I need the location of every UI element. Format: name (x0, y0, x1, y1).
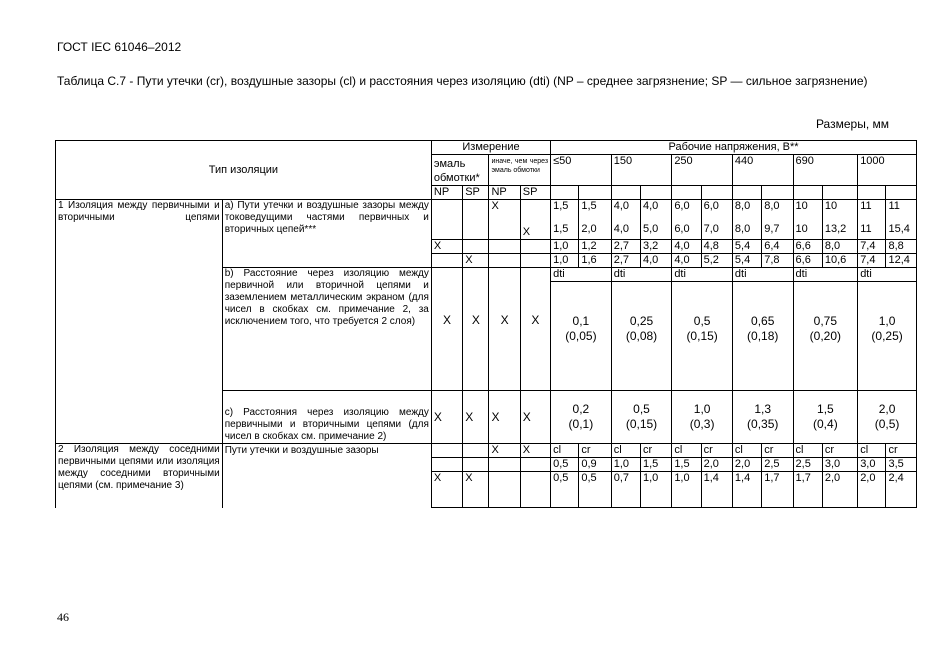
dti-label: dti (551, 268, 612, 282)
table-cell: 0,5 (0,15) (611, 391, 672, 444)
x-mark: X (489, 391, 520, 444)
table-cell: 7,8 (762, 254, 793, 268)
table-cell: 8,0 9,7 (762, 200, 793, 240)
insulation-table: Тип изоляции Измерение Рабочие напряжения, В** эмаль обмотки* иначе, чем через эмаль обмотки ≤50 150 250 440 690 1000 NP SP NP SP 1 Изоляция между первичными и вторичными цепями а) Пути утечки и воздушные зазоры между токоведущими частями первичных и вторичных цепей*** X X 1,5 1,5 1,5 2,0 4,0 4,0 4,0 5,0 6,0 6,0 6,0 7,0 8,0 8,0 8,0 9,7 10 10 10 13,2 11 11 11 15,4 X 1,0 1,2 2,7 3,2 4,0 4,8 5,4 6,4 6,6 8,0 7,4 8,8 X 1,0 1,6 2,7 4,0 4,0 5,2 5,4 7,8 6,6 10,6 7,4 12,4 b) Расстояние через изоляцию между первичной или вторичной цепями и заземлением металлическим экраном (для чисел в скобках см. примечание 2, за исключением того, что требуется 2 слоя) dti dti dti dti dti dti X X X X 0,1 (0,05) 0,25 (0,08) 0,5 (0,15) 0,65 (0,18) 0,75 (0,20) 1,0 (0,25) с) Расстояния через изоляцию между первичными и вторичными цепями (для чисел в скобках см. примечание 2) X X X X 0,2 (0,1) 0,5 (0,15) 1,0 (0,3) 1,3 (0,35) 1,5 (0,4) 2,0 (0,5) 2 Изоляция между соседними первичными цепями или изоляция между соседними вторичными цепями (см. примечание 3) Пути утечки и воздушные зазоры X X cl cr cl cr cl cr cl cr cl cr cl cr 0,5 0,9 1,0 1,5 1,5 2,0 2,0 2,5 2,5 3,0 3,0 3,5 X X 0,5 0,5 0,7 1,0 1,0 1,4 1,4 1,7 1,7 2,0 2,0 2,4 (55, 140, 917, 508)
table-cell: 10 10 (793, 200, 822, 240)
header-working-voltage: Рабочие напряжения, В** (551, 141, 917, 155)
x-mark: X (489, 444, 520, 458)
table-cell: 1,0 (0,3) (672, 391, 733, 444)
table-cell: 2,7 (611, 240, 640, 254)
table-cell: 2,0 (822, 472, 857, 508)
x-mark: X (431, 472, 462, 508)
table-cell: 1,7 (793, 472, 822, 508)
x-mark: X (489, 282, 520, 391)
table-cell: 6,0 7,0 (701, 200, 732, 240)
voltage-1000: 1000 (858, 155, 917, 186)
header-winding-enamel: эмаль обмотки* (431, 155, 489, 186)
table-cell: 0,5 (0,15) (672, 282, 733, 391)
table-cell: 11 11 (858, 200, 886, 240)
x-mark: X (463, 391, 489, 444)
x-mark: X (520, 391, 550, 444)
table-cell: 3,2 (641, 240, 672, 254)
voltage-le50: ≤50 (551, 155, 612, 186)
table-cell: 1,5 (0,4) (793, 391, 858, 444)
table-cell: 6,6 (793, 240, 822, 254)
table-cell: 1,0 (551, 240, 579, 254)
header-sp: SP (520, 186, 550, 200)
voltage-250: 250 (672, 155, 733, 186)
table-cell: 7,4 (858, 240, 886, 254)
table-cell: 1,7 (762, 472, 793, 508)
table-cell: 1,0 (672, 472, 701, 508)
table-cell: 0,1 (0,05) (551, 282, 612, 391)
document-header: ГОСТ IEC 61046–2012 (57, 40, 182, 54)
table-cell: 5,4 (732, 240, 761, 254)
table-cell: 5,2 (701, 254, 732, 268)
table-cell: 4,0 4,0 (611, 200, 640, 240)
table-cell: 3,5 (886, 458, 917, 472)
x-mark: X (431, 240, 462, 254)
table-cell: 4,0 (672, 254, 701, 268)
header-measurement: Измерение (431, 141, 550, 155)
header-insulation-type: Тип изоляции (56, 141, 432, 200)
table-cell: 3,0 (822, 458, 857, 472)
row2-insulation-type: 2 Изоляция между соседними первичными цепями или изоляция между соседними вторичными цепями (см. примечание 3) (56, 444, 223, 508)
table-cell: 0,5 (551, 458, 579, 472)
dti-label: dti (611, 268, 672, 282)
table-caption: Таблица С.7 - Пути утечки (cr), воздушные зазоры (cl) и расстояния через изоляцию (dti) (NP – среднее загрязнение; SP — сильное загрязнение) (57, 74, 868, 88)
units-note: Размеры, мм (815, 117, 889, 131)
table-cell: 0,65 (0,18) (732, 282, 793, 391)
table-cell: 2,0 (732, 458, 761, 472)
dti-label: dti (793, 268, 858, 282)
table-cell: 1,2 (579, 240, 611, 254)
table-cell: 1,5 1,5 (551, 200, 579, 240)
table-cell: 1,5 2,0 (579, 200, 611, 240)
dti-label: dti (858, 268, 917, 282)
voltage-690: 690 (793, 155, 858, 186)
table-cell: 1,5 (672, 458, 701, 472)
table-cell: 2,5 (762, 458, 793, 472)
table-cell: 6,4 (762, 240, 793, 254)
x-mark: X (463, 282, 489, 391)
x-mark: X (431, 282, 462, 391)
table-cell: 3,0 (858, 458, 886, 472)
header-sp: SP (463, 186, 489, 200)
table-cell: 1,4 (701, 472, 732, 508)
table-cell: 1,0 (641, 472, 672, 508)
table-cell: 1,0 (0,25) (858, 282, 917, 391)
table-cell: 4,0 5,0 (641, 200, 672, 240)
header-np: NP (489, 186, 520, 200)
table-cell: 11 15,4 (886, 200, 917, 240)
table-cell: 0,9 (579, 458, 611, 472)
table-cell: 4,8 (701, 240, 732, 254)
table-cell: 6,0 6,0 (672, 200, 701, 240)
x-mark: X (431, 391, 462, 444)
x-mark: X (463, 254, 489, 268)
table-cell: 1,6 (579, 254, 611, 268)
table-cell: 5,4 (732, 254, 761, 268)
row1-item-a: а) Пути утечки и воздушные зазоры между токоведущими частями первичных и вторичных цепей*** (222, 200, 431, 254)
x-mark: X (463, 472, 489, 508)
voltage-150: 150 (611, 155, 672, 186)
voltage-440: 440 (732, 155, 793, 186)
table-cell: 8,0 (822, 240, 857, 254)
header-np: NP (431, 186, 462, 200)
table-cell: 10 13,2 (822, 200, 857, 240)
table-cell: 1,0 (611, 458, 640, 472)
table-cell: 2,0 (0,5) (858, 391, 917, 444)
table-cell: 2,0 (701, 458, 732, 472)
table-cell: 1,3 (0,35) (732, 391, 793, 444)
row2-item: Пути утечки и воздушные зазоры (222, 444, 431, 508)
table-cell: 0,75 (0,20) (793, 282, 858, 391)
row1-item-c: с) Расстояния через изоляцию между первичными и вторичными цепями (для чисел в скобках см. примечание 2) (222, 391, 431, 444)
table-cell: 4,0 (641, 254, 672, 268)
dti-label: dti (672, 268, 733, 282)
table-cell: 12,4 (886, 254, 917, 268)
x-mark: X (520, 200, 550, 240)
table-cell: 7,4 (858, 254, 886, 268)
table-cell: 1,0 (551, 254, 579, 268)
x-mark: X (520, 282, 550, 391)
table-cell: 8,0 8,0 (732, 200, 761, 240)
table-cell: 2,7 (611, 254, 640, 268)
table-cell: 1,4 (732, 472, 761, 508)
table-cell: 2,4 (886, 472, 917, 508)
x-mark: X (489, 200, 520, 240)
table-cell: 0,25 (0,08) (611, 282, 672, 391)
table-cell: 4,0 (672, 240, 701, 254)
table-cell: 1,5 (641, 458, 672, 472)
table-cell: 10,6 (822, 254, 857, 268)
table-cell: 0,2 (0,1) (551, 391, 612, 444)
dti-label: dti (732, 268, 793, 282)
table-cell: 0,5 (579, 472, 611, 508)
x-mark: X (520, 444, 550, 458)
table-cell: 2,5 (793, 458, 822, 472)
table-cell: 2,0 (858, 472, 886, 508)
page-number: 46 (57, 610, 69, 624)
header-other-than-enamel: иначе, чем через эмаль обмотки (489, 155, 551, 186)
table-cell: 0,7 (611, 472, 640, 508)
row1-item-b: b) Расстояние через изоляцию между первичной или вторичной цепями и заземлением металлическим экраном (для чисел в скобках см. примечание 2, за исключением того, что требуется 2 слоя) (222, 268, 431, 391)
table-cell: 0,5 (551, 472, 579, 508)
row1-insulation-type: 1 Изоляция между первичными и вторичными цепями (56, 200, 223, 282)
table-cell: 6,6 (793, 254, 822, 268)
table-cell: 8,8 (886, 240, 917, 254)
